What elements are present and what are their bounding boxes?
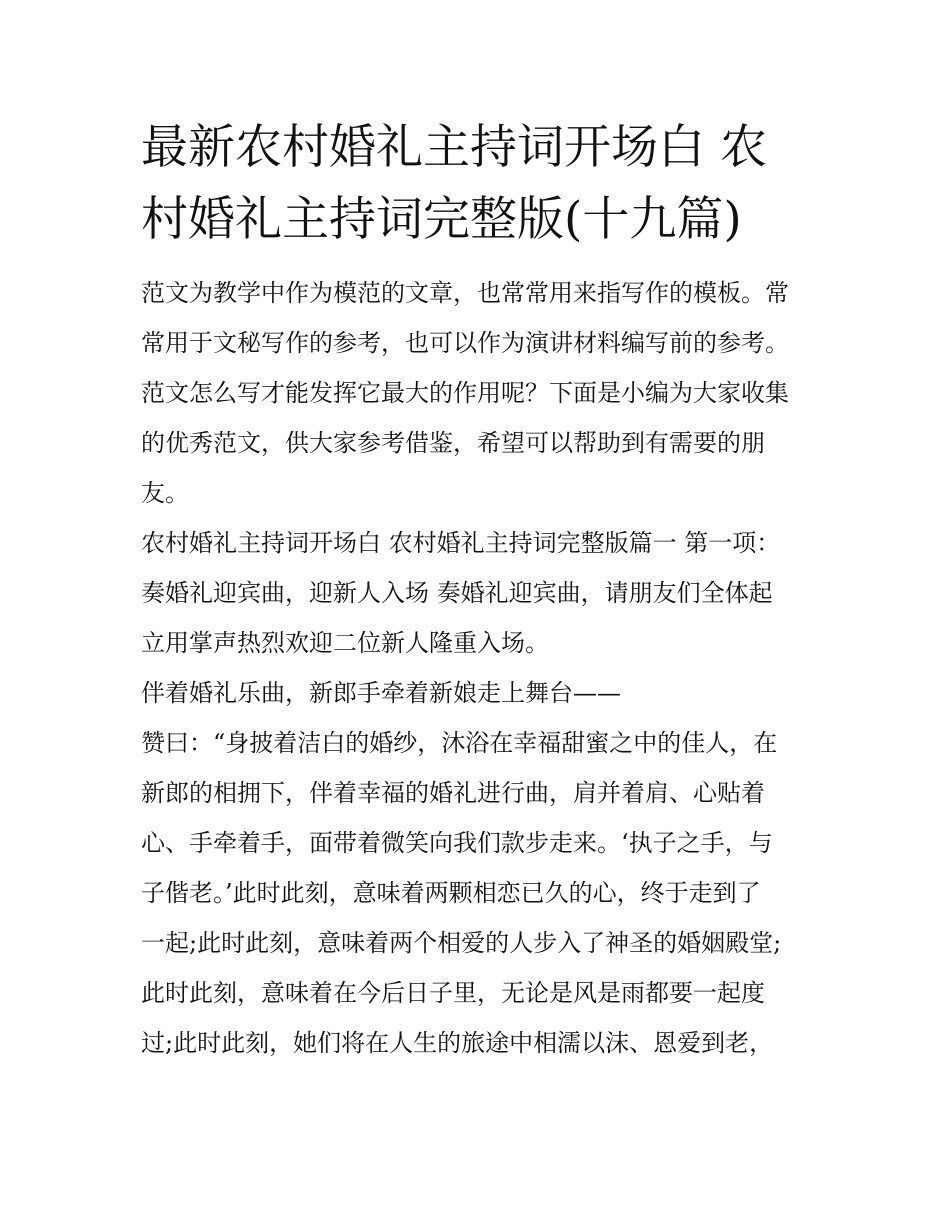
title-line: 最新农村婚礼主持词开场白 农 [141, 120, 767, 175]
text-line: 范文为教学中作为模范的文章，也常常用来指写作的模板。常 [141, 279, 789, 307]
text-line: 心、手牵着手，面带着微笑向我们款步走来。‘执子之手，与 [141, 829, 773, 857]
text-line: 过;此时此刻，她们将在人生的旅途中相濡以沫、恩爱到老， [141, 1029, 774, 1057]
text-line: 赞曰：“身披着洁白的婚纱，沐浴在幸福甜蜜之中的佳人，在 [141, 729, 778, 757]
text-line: 此时此刻，意味着在今后日子里，无论是风是雨都要一起度 [141, 979, 765, 1007]
paragraph-intro [141, 268, 821, 518]
text-line: 范文怎么写才能发挥它最大的作用呢？下面是小编为大家收集 [141, 379, 789, 407]
text-line: 友。 [141, 479, 189, 507]
paragraph-first-item [141, 518, 821, 668]
text-line: 农村婚礼主持词开场白 农村婚礼主持词完整版篇一 第一项： [141, 529, 781, 557]
document-body [141, 112, 821, 1068]
text-line: 的优秀范文，供大家参考借鉴，希望可以帮助到有需要的朋 [141, 429, 765, 457]
text-line: 伴着婚礼乐曲，新郎手牵着新娘走上舞台—— [141, 679, 621, 707]
paragraph-praise [141, 718, 821, 1068]
text-line: 新郎的相拥下，伴着幸福的婚礼进行曲，肩并着肩、心贴着 [141, 779, 765, 807]
text-line: 常用于文秘写作的参考，也可以作为演讲材料编写前的参考。 [141, 329, 789, 357]
title-line: 村婚礼主持词完整版(十九篇) [141, 192, 742, 247]
document-title [141, 112, 821, 256]
text-line: 奏婚礼迎宾曲，迎新人入场 奏婚礼迎宾曲，请朋友们全体起 [141, 579, 773, 607]
text-line: 一起;此时此刻，意味着两个相爱的人步入了神圣的婚姻殿堂; [141, 929, 782, 957]
text-line: 立用掌声热烈欢迎二位新人隆重入场。 [141, 629, 549, 657]
paragraph-music [141, 668, 821, 718]
text-line: 子偕老。’此时此刻，意味着两颗相恋已久的心，终于走到了 [141, 879, 761, 907]
